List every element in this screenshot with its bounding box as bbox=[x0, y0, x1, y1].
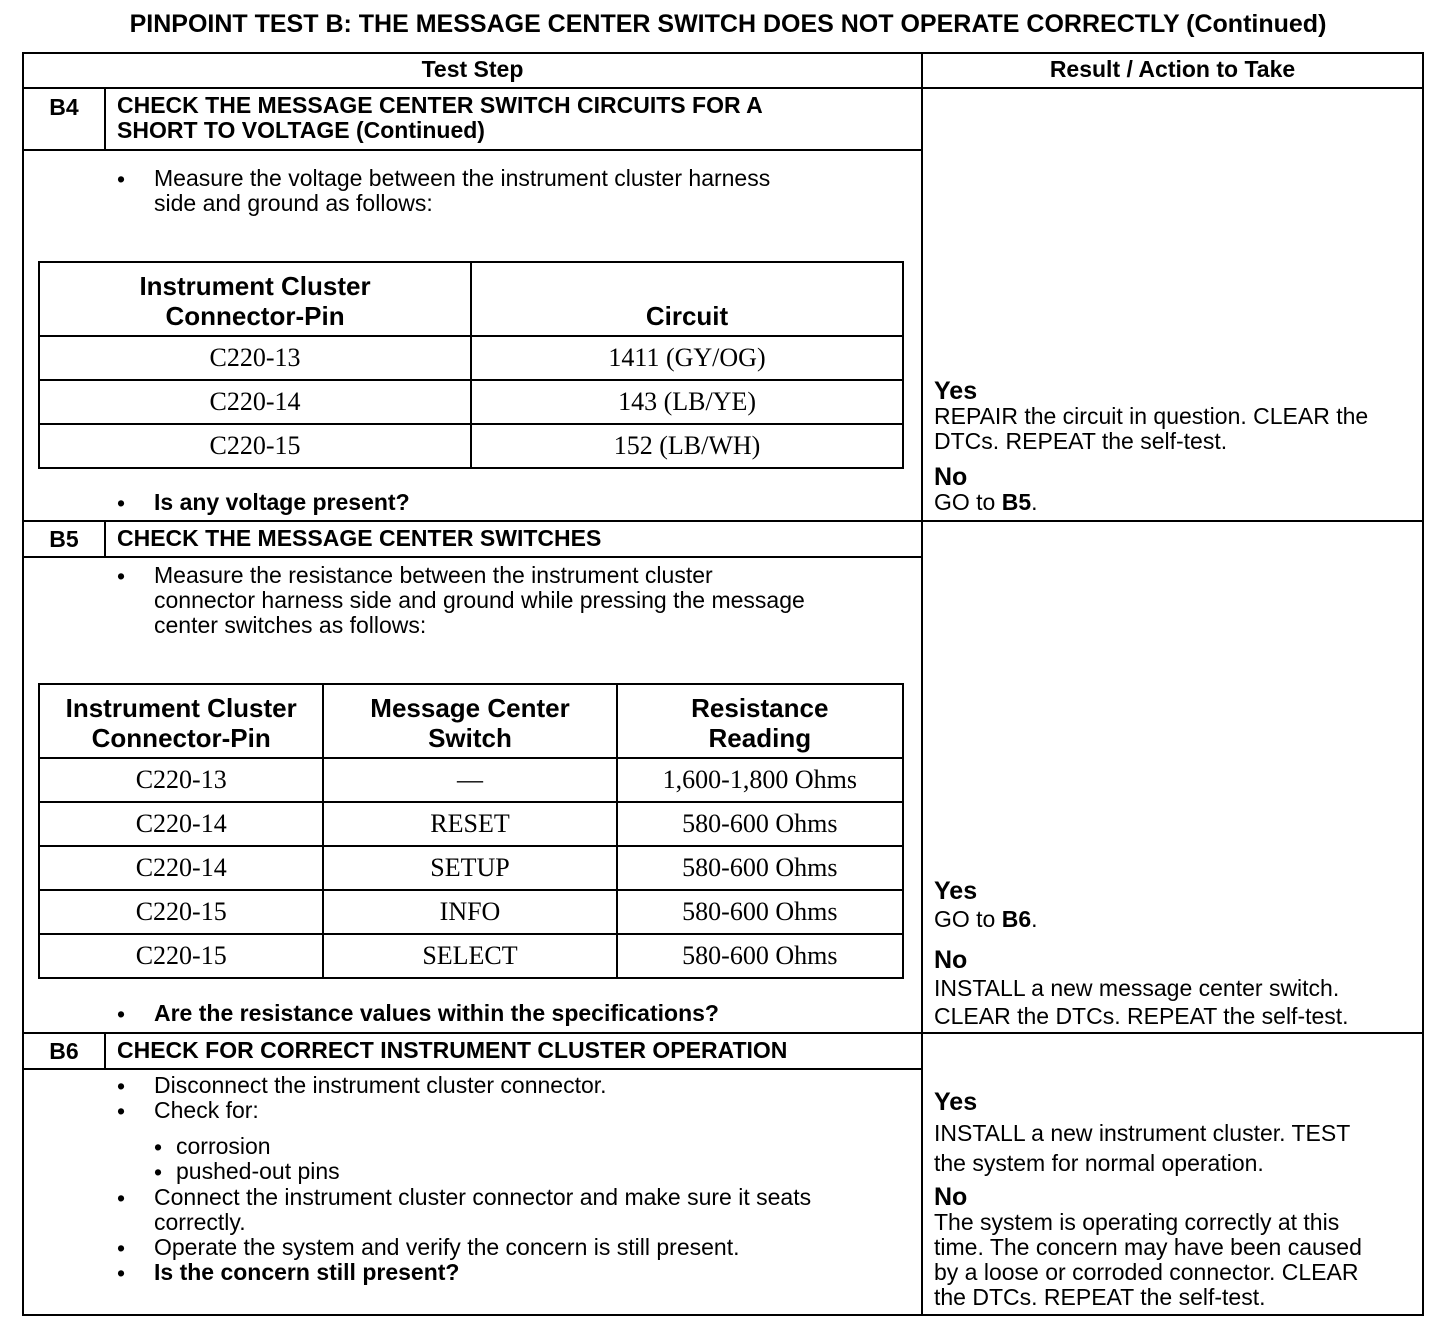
b5-step-title: CHECK THE MESSAGE CENTER SWITCHES bbox=[117, 525, 602, 551]
table-top-border bbox=[22, 52, 1424, 54]
b5-yes-label: Yes bbox=[934, 877, 978, 905]
header-test-step: Test Step bbox=[421, 56, 524, 82]
b5-id-divider bbox=[104, 521, 106, 557]
bullet-icon: • bbox=[117, 1185, 126, 1211]
b5-no-action: INSTALL a new message center switch. CLEAR the DTCs. REPEAT the self-test. bbox=[934, 975, 1349, 1029]
b4-question: Is any voltage present? bbox=[154, 489, 410, 515]
page-title: PINPOINT TEST B: THE MESSAGE CENTER SWITCH DOES NOT OPERATE CORRECTLY (Continued) bbox=[129, 10, 1327, 38]
b6-no-action: The system is operating correctly at this time. The concern may have been caused by a loose or corroded connector. CLEAR the DTCs. REPEAT the self-test. bbox=[934, 1209, 1362, 1310]
b6-yes-label: Yes bbox=[934, 1088, 978, 1116]
table-row: C220-14 143 (LB/YE) bbox=[39, 380, 903, 424]
sub-bullet-icon: • bbox=[154, 1134, 163, 1160]
bullet-icon: • bbox=[117, 490, 126, 516]
b4-yes-label: Yes bbox=[934, 377, 978, 405]
b4-table-col-circuit: Circuit bbox=[471, 262, 903, 336]
b4-title-line1: CHECK THE MESSAGE CENTER SWITCH CIRCUITS FOR A bbox=[117, 92, 763, 118]
table-row: C220-15 INFO 580-600 Ohms bbox=[39, 890, 903, 934]
table-left-border bbox=[22, 52, 24, 1316]
b4-step-title bbox=[117, 93, 917, 143]
b6-sub2: pushed-out pins bbox=[176, 1158, 340, 1184]
table-row: C220-14 SETUP 580-600 Ohms bbox=[39, 846, 903, 890]
b5-yes-action: GO to B6. bbox=[934, 906, 1038, 932]
b6-sub1: corrosion bbox=[176, 1133, 271, 1159]
b5-table-col-pin: Instrument Cluster Connector-Pin bbox=[39, 684, 323, 758]
b5-table-col-switch: Message Center Switch bbox=[323, 684, 616, 758]
b6-yes-action: INSTALL a new instrument cluster. TEST the system for normal operation. bbox=[934, 1120, 1351, 1176]
bullet-icon: • bbox=[117, 166, 126, 192]
b4-no-label: No bbox=[934, 463, 968, 491]
b6-bullet4: Operate the system and verify the concern is still present. bbox=[154, 1234, 740, 1260]
b6-id-divider bbox=[104, 1033, 106, 1069]
b6-bullet1: Disconnect the instrument cluster connector. bbox=[154, 1072, 607, 1098]
table-row: C220-15 SELECT 580-600 Ohms bbox=[39, 934, 903, 978]
b5-bullet1: Measure the resistance between the instrument cluster connector harness side and ground while pressing the message center switches as follows: bbox=[154, 562, 805, 638]
b5-question: Are the resistance values within the specifications? bbox=[154, 1000, 719, 1026]
b4-table-col-pin: Instrument Cluster Connector-Pin bbox=[39, 262, 471, 336]
b5-title-underline bbox=[22, 556, 922, 558]
b5-table-col-reading: Resistance Reading bbox=[617, 684, 903, 758]
column-divider bbox=[921, 52, 923, 1316]
b4-title-underline bbox=[22, 149, 922, 151]
b4-no-action: GO to B5. bbox=[934, 489, 1038, 515]
table-bottom-border bbox=[22, 1314, 1424, 1316]
table-row: C220-13 1411 (GY/OG) bbox=[39, 336, 903, 380]
b4-bullet1: Measure the voltage between the instrument cluster harness side and ground as follows: bbox=[154, 165, 771, 216]
table-row: C220-15 152 (LB/WH) bbox=[39, 424, 903, 468]
b6-title-underline bbox=[22, 1068, 922, 1070]
b4-id-divider bbox=[104, 88, 106, 150]
b4-bottom-border bbox=[22, 520, 1424, 522]
bullet-icon: • bbox=[117, 1260, 126, 1286]
bullet-icon: • bbox=[117, 1098, 126, 1124]
bullet-icon: • bbox=[117, 1001, 126, 1027]
b6-step-id: B6 bbox=[49, 1038, 79, 1064]
b4-title-line2: SHORT TO VOLTAGE (Continued) bbox=[117, 117, 485, 143]
bullet-icon: • bbox=[117, 1073, 126, 1099]
b5-bottom-border bbox=[22, 1032, 1424, 1034]
b6-no-label: No bbox=[934, 1183, 968, 1211]
header-bottom-border bbox=[22, 87, 1424, 89]
link-step-b6[interactable]: B6 bbox=[1001, 906, 1032, 932]
bullet-icon: • bbox=[117, 563, 126, 589]
sub-bullet-icon: • bbox=[154, 1159, 163, 1185]
bullet-icon: • bbox=[117, 1235, 126, 1261]
b6-bullet3: Connect the instrument cluster connector and make sure it seats correctly. bbox=[154, 1184, 812, 1235]
table-right-border bbox=[1422, 52, 1424, 1316]
header-result-action: Result / Action to Take bbox=[1049, 56, 1296, 82]
b4-step-id: B4 bbox=[49, 94, 79, 120]
table-row: C220-14 RESET 580-600 Ohms bbox=[39, 802, 903, 846]
b5-step-id: B5 bbox=[49, 526, 79, 552]
b6-step-title: CHECK FOR CORRECT INSTRUMENT CLUSTER OPERATION bbox=[117, 1037, 788, 1063]
table-row: C220-13 — 1,600-1,800 Ohms bbox=[39, 758, 903, 802]
b5-no-label: No bbox=[934, 946, 968, 974]
b4-circuit-table bbox=[38, 261, 904, 469]
link-step-b5[interactable]: B5 bbox=[1001, 489, 1032, 515]
b6-question: Is the concern still present? bbox=[154, 1259, 460, 1285]
b6-bullet2: Check for: bbox=[154, 1097, 259, 1123]
b5-resistance-table bbox=[38, 683, 904, 979]
b4-yes-action: REPAIR the circuit in question. CLEAR the DTCs. REPEAT the self-test. bbox=[934, 403, 1369, 454]
